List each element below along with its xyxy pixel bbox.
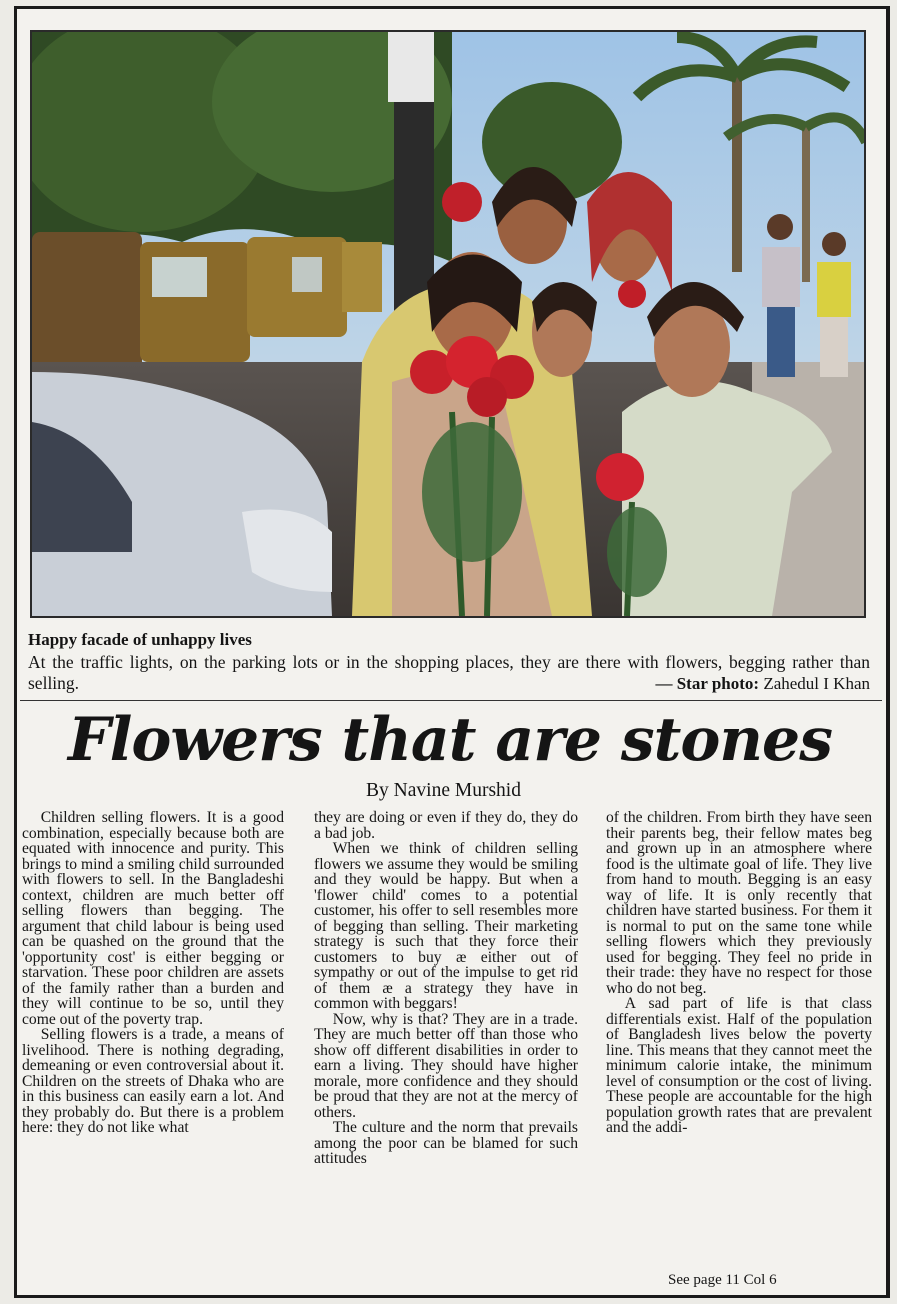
photo-caption-text: At the traffic lights, on the parking lots or in the shopping places, they are there with flowers, begging rather than selling. [28, 652, 870, 693]
photo-credit [655, 673, 870, 694]
photo-caption-title: Happy facade of unhappy lives [28, 630, 252, 649]
news-photo [30, 30, 866, 618]
paragraph: Selling flowers is a trade, a means of livelihood. There is nothing degrading, demeaning or even controversial about it. Children on the streets of Dhaka who are in this business can easily earn a lot. And they probably do. But there is a problem here: they do not like what [22, 1026, 284, 1136]
article-column-3 [606, 810, 872, 1136]
headline: Flowers that are stones [68, 705, 832, 775]
continuation-note: See page 11 Col 6 [668, 1272, 777, 1288]
photo-credit-prefix: — Star photo: [655, 674, 760, 693]
byline: By Navine Murshid [366, 780, 521, 801]
photographer-name: Zahedul I Khan [763, 674, 870, 693]
paragraph: of the children. From birth they have seen their parents beg, their fellow mates beg and grown up in an atmosphere where food is the ultimate goal of life. They live from hand to mouth. Begging is an easy way of life. It is only recently that children have started business. For them it is normal to put on the same tone while selling flowers which they previously used for begging. They feel no pride in their trade: they have no respect for those who do not beg. [606, 809, 872, 997]
paragraph: Now, why is that? They are in a trade. They are much better off than those who show off different disabilities in order to earn a living. They should have higher morale, more confidence and they should be proud that they are not at the mercy of others. [314, 1010, 578, 1121]
paragraph: When we think of children selling flowers we assume they would be smiling and they would be happy. But when a 'flower child' comes to a potential customer, his offer to sell resembles more of begging than selling. Their marketing strategy is such that they force their customers to buy æ either out of sympathy or out of the impulse to get rid of them æ a strategy they have in common with beggars! [314, 840, 578, 1012]
paragraph: they are doing or even if they do, they do a bad job. [314, 809, 578, 842]
paragraph: A sad part of life is that class differentials exist. Half of the population of Bangladesh lives below the poverty line. This means that they cannot meet the minimum calorie intake, the minimum level of consumption or the cost of living. These people are accountable for the high population growth rates that are prevalent and the addi- [606, 995, 872, 1136]
paragraph: Children selling flowers. It is a good combination, especially because both are equated with innocence and purity. This brings to mind a smiling child surrounded with flowers to sell. In the Bangladeshi context, children are much better off selling flowers than begging. The argument that child labour is being used can be quashed on the ground that the 'opportunity cost' is either begging or starvation. These poor children are assets of the family rather than a burden and they will continue to be so, until they come out of the poverty trap. [22, 809, 284, 1028]
paragraph: The culture and the norm that prevails among the poor can be blamed for such attitudes [314, 1119, 578, 1167]
photo-caption [28, 652, 870, 694]
article-column-2 [314, 810, 578, 1167]
photo-children-with-flowers [32, 32, 864, 616]
article-column-1 [22, 810, 284, 1136]
